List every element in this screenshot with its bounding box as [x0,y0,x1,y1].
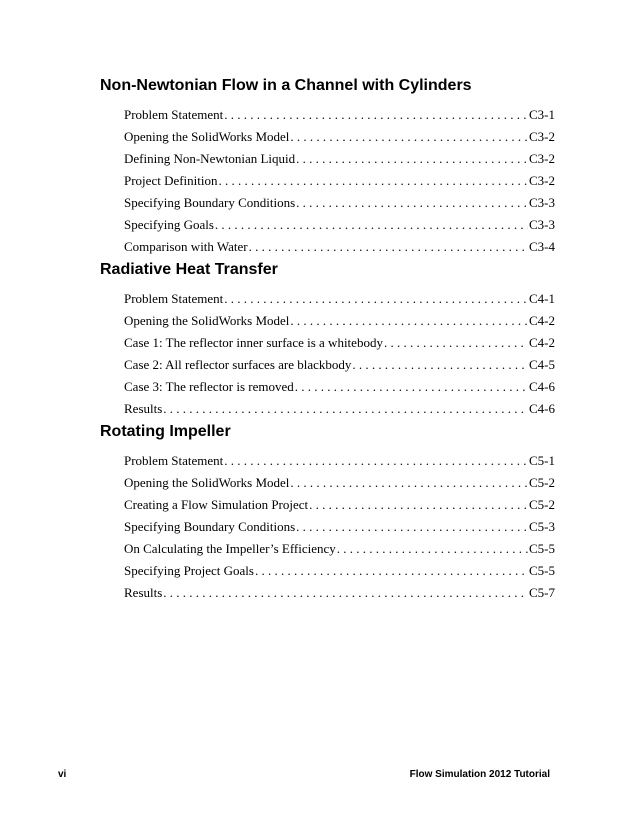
dot-leader [290,126,528,148]
toc-entry[interactable] [124,354,555,376]
toc-entry-label: Case 2: All reflector surfaces are blackbody [124,357,352,372]
toc-entry-label: Opening the SolidWorks Model [124,313,290,328]
dot-leader [290,472,528,494]
toc-entry-label: Case 3: The reflector is removed [124,379,294,394]
toc-entry[interactable] [124,472,555,494]
toc-entry-page: C5-5 [529,563,555,578]
toc-entry-label: Defining Non-Newtonian Liquid [124,151,296,166]
toc-entry-page: C3-2 [529,173,555,188]
dot-leader [163,582,528,604]
dot-leader [163,398,528,420]
toc-entry[interactable] [124,332,555,354]
dot-leader [309,494,528,516]
toc-entry-label: Problem Statement [124,107,224,122]
dot-leader [290,310,528,332]
dot-leader [296,148,528,170]
toc-entry-label: Problem Statement [124,291,224,306]
dot-leader [224,104,528,126]
toc-entry-page: C3-3 [529,195,555,210]
footer-book-title: Flow Simulation 2012 Tutorial [409,769,550,780]
dot-leader [255,560,528,582]
dot-leader [219,170,528,192]
toc-entry-label: Case 1: The reflector inner surface is a whitebody [124,335,383,350]
toc-entry[interactable] [124,214,555,236]
toc-entry[interactable] [124,310,555,332]
section-title: Radiative Heat Transfer [100,261,278,278]
dot-leader [224,288,528,310]
dot-leader [249,236,528,258]
toc-entry-label: Results [124,401,163,416]
toc-entry[interactable] [124,516,555,538]
toc-entry-label: Opening the SolidWorks Model [124,475,290,490]
toc-entry-label: Specifying Goals [124,217,214,232]
dot-leader [296,192,528,214]
toc-entry-page: C5-7 [529,585,555,600]
toc-entry[interactable] [124,450,555,472]
dot-leader [337,538,528,560]
toc-entry[interactable] [124,538,555,560]
toc-entry[interactable] [124,148,555,170]
toc-entry[interactable] [124,104,555,126]
toc-entry-page: C4-1 [529,291,555,306]
toc-entry[interactable] [124,582,555,604]
toc-entry-label: On Calculating the Impeller’s Efficiency [124,541,336,556]
toc-entry[interactable] [124,236,555,258]
dot-leader [215,214,528,236]
dot-leader [352,354,528,376]
toc-entry[interactable] [124,376,555,398]
toc-entry[interactable] [124,192,555,214]
toc-entry-label: Project Definition [124,173,218,188]
dot-leader [384,332,528,354]
toc-entry-page: C3-2 [529,151,555,166]
toc-entry-page: C3-1 [529,107,555,122]
toc-entry[interactable] [124,170,555,192]
toc-entry-label: Results [124,585,163,600]
toc-entry-page: C5-3 [529,519,555,534]
toc-entry-label: Specifying Boundary Conditions [124,195,296,210]
toc-entry-label: Creating a Flow Simulation Project [124,497,309,512]
toc-entry-label: Specifying Project Goals [124,563,254,578]
toc-entry[interactable] [124,398,555,420]
toc-entry[interactable] [124,126,555,148]
toc-entry-page: C5-2 [529,475,555,490]
toc-entry-label: Specifying Boundary Conditions [124,519,296,534]
dot-leader [295,376,528,398]
toc-entry-page: C3-3 [529,217,555,232]
toc-entry-page: C5-5 [529,541,555,556]
toc-entry[interactable] [124,494,555,516]
toc-entry-page: C4-2 [529,335,555,350]
toc-entry[interactable] [124,560,555,582]
footer-page-number: vi [58,769,67,780]
toc-entry-page: C5-1 [529,453,555,468]
toc-entry-page: C5-2 [529,497,555,512]
toc-entry-page: C4-6 [529,401,555,416]
toc-entry-label: Opening the SolidWorks Model [124,129,290,144]
dot-leader [224,450,528,472]
toc-entry-page: C3-2 [529,129,555,144]
toc-entry-page: C4-5 [529,357,555,372]
section-title: Non-Newtonian Flow in a Channel with Cylinders [100,77,472,94]
toc-entry[interactable] [124,288,555,310]
toc-entry-label: Problem Statement [124,453,224,468]
section-title: Rotating Impeller [100,423,231,440]
toc-entry-label: Comparison with Water [124,239,248,254]
dot-leader [296,516,528,538]
toc-entry-page: C4-6 [529,379,555,394]
toc-entry-page: C3-4 [529,239,555,254]
toc-entry-page: C4-2 [529,313,555,328]
